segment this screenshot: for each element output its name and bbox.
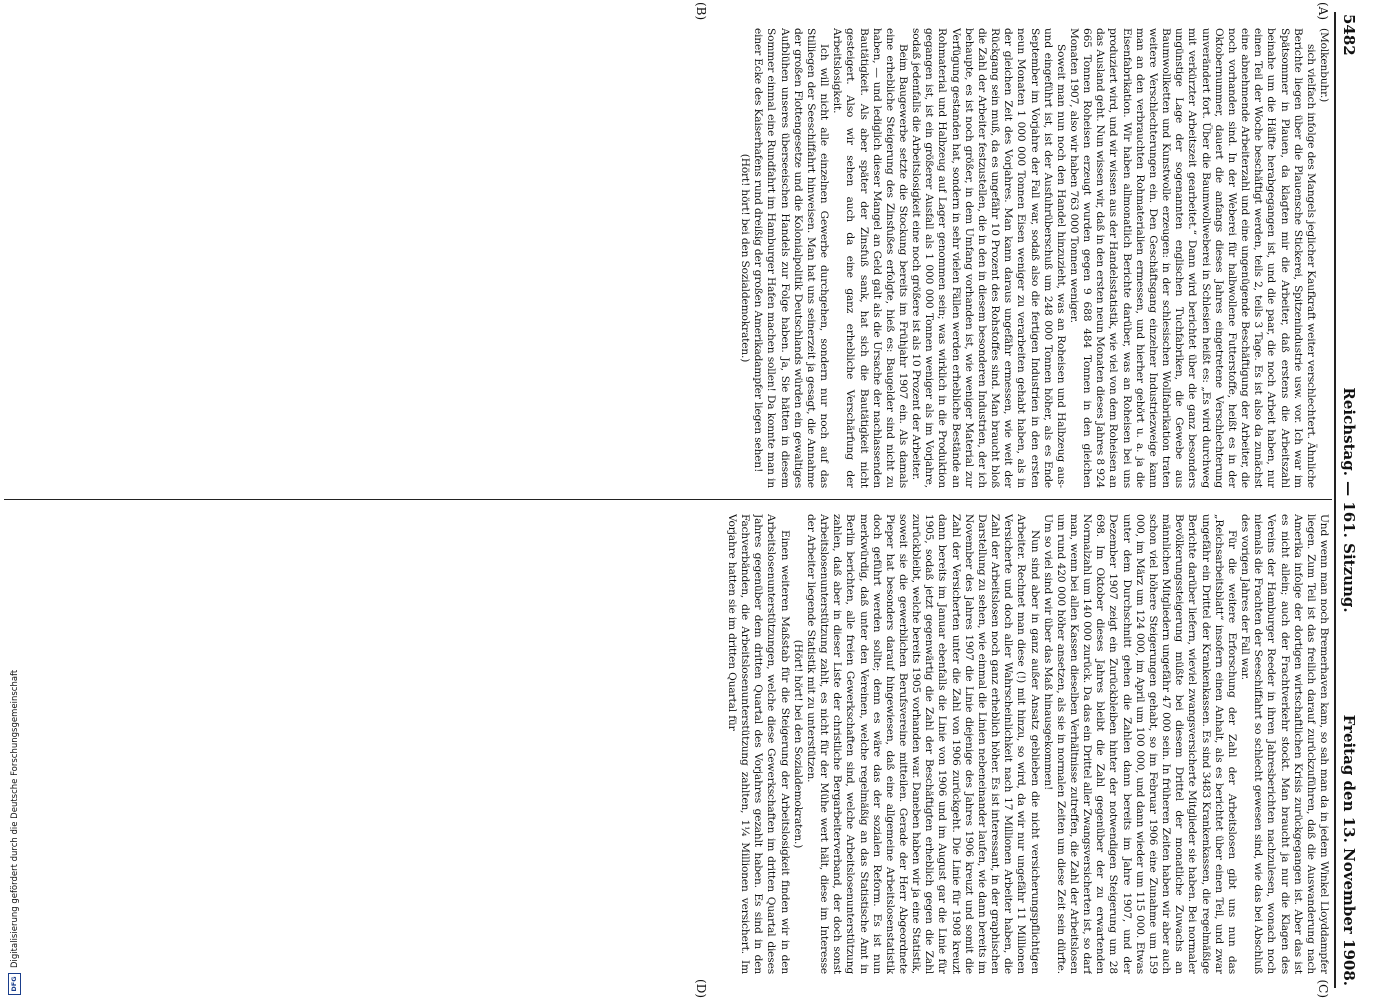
credit-text: Digitalisierung gefördert durch die Deutsche Forschungsgemeinschaft xyxy=(9,669,20,968)
margin-marker-c: (C) xyxy=(1316,979,1330,998)
paragraph: Und wenn man noch Bremerhaven kam, so sah man da in jedem Winkel Lloyddampfer liegen. Zum Teil ist das freilich darauf zurückzuführen, daß die Auswanderung nach Amerika infolge der dortigen wirtschaftlichen Krisis zurückgegangen ist. Aber das ist es nicht allein; auch der Frachtverkehr stockt. Man braucht ja nur die Klagen des Vereins der Hamburger Reeder in ihren Jahresberichten nachzulesen, wonach noch niemals die Frachten der Seeschiffahrt so schlecht gewesen sind, wie das bei Abschluß des vorigen Jahres der Fall war. xyxy=(1239,514,1330,974)
paragraph: Für die weitere Erforschung der Zahl der Arbeitslosen gibt uns nun das „Reichsarbeitsblatt“ insofern einen Anhalt, als es berichtet über einen Teil, und zwar ungefähr ein Drittel der Krankenkassen. Es sind 3483 Krankenkassen, die regelmäßige Berichte darüber liefern, wieviel zwangsversicherte Mitglieder sie haben. Bei normaler Bevölkerungssteigerung müßte bei diesem Drittel der monatliche Zuwachs an männlichen Mitgliedern ungefähr 47 000 sein. In früheren Zeiten haben wir aber auch schon viel höhere Steigerungen gehabt, so im Februar 1906 eine Zunahme um 159 000, im März um 124 000, im April um 100 000, und dann wieder um 115 000. Etwas unter dem Durchschnitt gehen die Zahlen dann bereits im Jahre 1907, und der Dezember 1907 zeigt ein Zurückbleiben hinter der notwendigen Steigerung um 28 698. Im Oktober dieses Jahres bleibt die Zahl gegenüber der zu erwartenden Normalzahl um 140 000 zurück. Da das ein Drittel aller Zwangsversicherten ist, so darf man, wenn bei allen Kassen dieselben Verhältnisse zutreffen, die Zahl der Arbeitslosen um rund 420 000 höher ansetzen, als sie in normalen Zeiten um diese Zeit sein dürfte. Um so viel sind wir über das Maß hinausgekommen! xyxy=(1041,514,1238,974)
dfg-logo: DFG xyxy=(8,973,21,995)
paragraph: sich vielfach infolge des Mangels jeglicher Kaufkraft weiter verschlechtert. Ähnliche Berichte liegen über die Plauensche Stickerei, Spitzenindustrie usw. vor. Ich war im Spätsommer in Plauen, da klagten mir die Arbeiter, daß erstens die Arbeitszahl beinahe um die Hälfte herabgegangen ist, und die paar, die noch Arbeit haben, nur einen Teil der Woche beschäftigt werden, teils 2, teils 3 Tage. Es ist also da zunächst eine abnehmende Arbeiterzahl und eine ungenügende Beschäftigung der Arbeiter, die noch vorhanden sind. In der Weberei für halbwollene Futterstoffe, heißt es in der Oktobernummer, dauert die anfangs dieses Jahres eingetretene Verschlechterung unverändert fort. Über die Baumwollweberei in Schlesien heißt es: „Es wird durchweg mit verkürzter Arbeitszeit gearbeitet.“ Dann wird berichtet über die ganz besonders ungünstige Lage der sogenannten englischen Tuchfabriken, die Gewebe aus Baumwollketten und Kunstwolle erzeugen: in der schlesischen Wollfabrikation traten weitere Verschlechterungen ein. Den Geschäftsgang einzelner Industriezweige kann man an den verbrauchten Rohmaterialien ermessen, und hierher gehört u. a. ja die Eisenfabrikation. Wir haben allmonatlich Berichte darüber, was an Roheisen bei uns produziert wird, und wir wissen aus der Handelsstatistik, wie viel von dem Roheisen an das Ausland geht. Nun wissen wir, daß in den ersten neun Monaten dieses Jahres 8 924 665 Tonnen Roheisen erzeugt wurden gegen 9 688 484 Tonnen in den gleichen Monaten 1907, also wir haben 763 000 Tonnen weniger. xyxy=(1068,28,1317,488)
text-column-right xyxy=(6,514,1330,974)
page-number: 5482 xyxy=(1340,14,1358,56)
header-rule xyxy=(1334,12,1336,988)
session-date: Freitag den 13. November 1908. xyxy=(1340,714,1358,986)
margin-marker-b: (B) xyxy=(694,2,708,21)
paragraph: (Hört! hört! bei den Sozialdemokraten.) xyxy=(791,639,804,849)
digitization-credit xyxy=(8,615,20,995)
column-divider xyxy=(4,499,1332,500)
paragraph: Einen weiteren Maßstab für die Steigerung der Arbeitslosigkeit finden wir in den Arbeitslosenunterstützungen, welche diese Gewerkschaften im dritten Quartal dieses Jahres gegenüber dem dritten Quartal des Vorjahres gezahlt haben. Es sind in den Fachverbänden, die Arbeitslosenunterstützung zahlten, 1¼ Millionen versichert. Im Vorjahre hatten sie im dritten Quartal für xyxy=(725,514,791,974)
running-title: Reichstag. — 161. Sitzung. xyxy=(1340,387,1358,613)
paragraph: (Molkenbuhr.) xyxy=(1318,28,1330,103)
paragraph: Ich will nicht alle einzelnen Gewerbe durchgehen, sondern nur noch auf das Stilliegen der Seeschiffahrt hinweisen. Man hat uns seinerzeit ja gesagt, die Annahme der großen Flottengesetze und die Kolonialpolitik Deutschlands würden ein gewaltiges Aufblühen unseres überseeischen Handels zur Folge haben. Ja, Sie hätten in diesem Sommer einmal eine Rundfahrt im Hamburger Hafen machen sollen! Da konnte man in einer Ecke des Kaiserhafens rund dreißig der großen Amerikadampfer liegen sehen! xyxy=(752,28,831,488)
paragraph: Soweit man nun noch den Handel hinzuzieht, was an Roheisen und Halbzeug aus- und eingeführt ist, ist der Ausfuhrüberschuß um 248 000 Tonnen höher, als es Ende September im Vorjahre der Fall war, sodaß also die fertigen Industrien in den ersten neun Monaten 1 000 000 Tonnen Eisen weniger zu verarbeiten gehabt haben, als in der gleichen Zeit des Vorjahres. Man kann daraus ungefähr ermessen, wie weit der Rückgang sein muß, da es ungefähr 10 Prozent des Rohstoffes sind. Man braucht bloß die Zahl der Arbeiter festzustellen, die in den in diesem besonderen Industrien, der ich behaupte, es ist noch größer, in dem Umfang vorhanden ist, wie weniger Material zur Verfügung gestanden hat, sondern in sehr vielen Fällen werden erhebliche Bestände an Rohmaterial und Halbzeug auf Lager genommen sein; was wirklich in die Produktion gegangen ist, ist ein größerer Ausfall als 1 000 000 Tonnen weniger als im Vorjahre, sodaß jedenfalls die Arbeitslosigkeit eine noch größere ist als 10 Prozent der Arbeiter. xyxy=(910,28,1067,488)
paragraph: (Hört! hört! bei den Sozialdemokraten.) xyxy=(739,153,752,363)
text-column-left xyxy=(6,28,1330,488)
margin-marker-d: (D) xyxy=(694,979,708,998)
paragraph: Beim Baugewerbe setzte die Stockung bereits im Frühjahr 1907 ein. Als damals eine erhebliche Steigerung des Zinsfußes erfolgte, hieß es: Baugelder sind nicht zu haben, — und lediglich dieser Mangel an Geld galt als die Ursache der nachlassenden Bautätigkeit. Als aber später der Zinsfuß sank, hat sich die Bautätigkeit nicht gesteigert. Also wir sehen auch da eine ganz erhebliche Verschärfung der Arbeitslosigkeit. xyxy=(831,28,909,488)
margin-marker-a: (A) xyxy=(1316,2,1330,21)
paragraph: Nun sind aber in ganz außer Ansatz geblieben die nicht versicherungspflichtigen Arbeiter. Rechnet man diese (!) mit hinzu, so wird, da wir nur ungefähr 11 Millionen Versicherte und doch aller Wahrscheinlichkeit nach 17 Millionen Arbeiter haben, die Zahl der Arbeitslosen noch ganz erheblich höher. Es ist interessant, in der graphischen Darstellung zu sehen, wie einmal die Linien nebeneinander laufen, wie dann bereits im November des Jahres 1907 die Linie diejenige des Jahres 1906 kreuzt und somit die Zahl der Versicherten unter die Zahl von 1906 zurückgeht. Die Linie für 1908 kreuzt dann bereits im Januar ebenfalls die Linie von 1906 und im August gar die Linie für 1905, sodaß jetzt gegenwärtig die Zahl der Beschäftigten erheblich gegen die Zahl zurückbleibt, welche bereits 1905 vorhanden war. Daneben haben wir ja eine Statistik, soweit sie die gewerblichen Berufsvereine mitteilen. Gerade der Herr Abgeordnete Pieper hat besonders darauf hingewiesen, daß eine allgemeine Arbeitslosenstatistik doch geführt werden sollte; denn es wäre das der sozialen Reform. Es ist nun merkwürdig, daß unter den Vereinen, welche regelmäßig an das Statistische Amt in Berlin berichten, alle freien Gewerkschaften sind, welche Arbeitslosenunterstützung zahlen, daß aber in dieser Liste der christliche Bergarbeiterverband, der doch sonst Arbeitslosenunterstützung zahlt, es nicht für der Mühe wert hält, diese im Interesse der Arbeiter liegende Statistik mit zu unterstützen. xyxy=(804,514,1041,974)
